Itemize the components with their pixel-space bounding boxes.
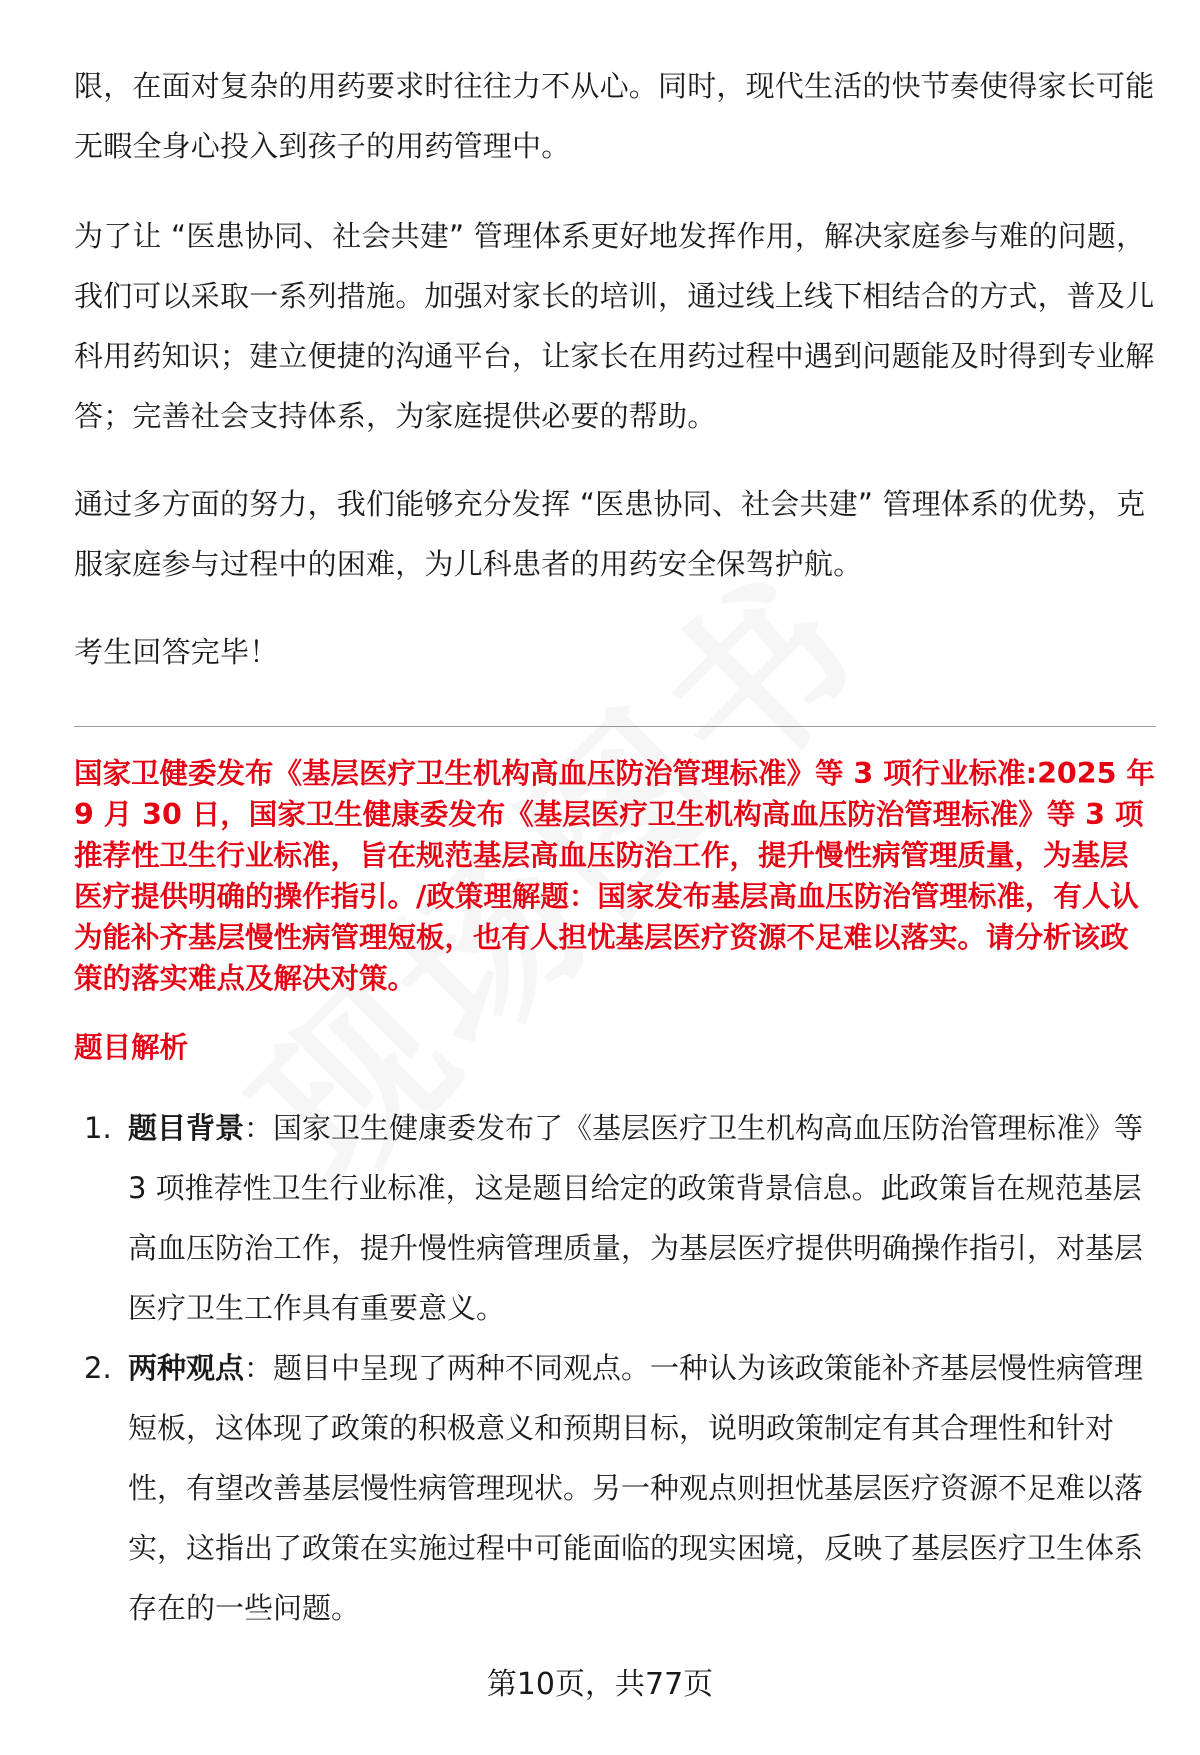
paragraph-4: 考生回答完毕！ bbox=[74, 635, 279, 669]
paragraph-3: 通过多方面的努力，我们能够充分发挥 “医患协同、社会共建” 管理体系的优势，克服家庭参与过程中的困难，为儿科患者的用药安全保驾护航。 bbox=[74, 487, 1146, 581]
analysis-item-1 bbox=[74, 1098, 1156, 1338]
paragraph-2: 为了让 “医患协同、社会共建” 管理体系更好地发挥作用，解决家庭参与难的问题，我们可以采取一系列措施。加强对家长的培训，通过线上线下相结合的方式，普及儿科用药知识；建立便捷的沟通平台，让家长在用药过程中遇到问题能及时得到专业解答；完善社会支持体系，为家庭提供必要的帮助。 bbox=[74, 219, 1155, 433]
analysis-item-2 bbox=[74, 1338, 1156, 1638]
section-title: 题目解析 bbox=[74, 1031, 189, 1064]
section-divider bbox=[74, 726, 1156, 727]
paragraph-1: 限，在面对复杂的用药要求时往往力不从心。同时，现代生活的快节奏使得家长可能无暇全身心投入到孩子的用药管理中。 bbox=[74, 69, 1155, 163]
analysis-text: ：题目中呈现了两种不同观点。一种认为该政策能补齐基层慢性病管理短板，这体现了政策的积极意义和预期目标，说明政策制定有其合理性和针对性，有望改善基层慢性病管理现状。另一种观点则担忧基层医疗资源不足难以落实，这指出了政策在实施过程中可能面临的现实困境，反映了基层医疗卫生体系存在的一些问题。 bbox=[128, 1351, 1144, 1625]
analysis-term: 两种观点 bbox=[128, 1351, 245, 1385]
question-text: 国家卫健委发布《基层医疗卫生机构高血压防治管理标准》等 3 项行业标准:2025 年 9 月 30 日，国家卫生健康委发布《基层医疗卫生机构高血压防治管理标准》等 3 项推荐性卫生行业标准，旨在规范基层高血压防治工作，提升慢性病管理质量，为基层医疗提供明确的操作指引。/政策理解题：国家发布基层高血压防治管理标准，有人认为能补齐基层慢性病管理短板，也有人担忧基层医疗资源不足难以落实。请分析该政策的落实难点及解决对策。 bbox=[74, 757, 1155, 995]
analysis-list bbox=[74, 1098, 1156, 1638]
analysis-term: 题目背景 bbox=[128, 1111, 245, 1145]
page-footer: 第10页，共77页 bbox=[486, 1667, 714, 1702]
analysis-text: ：国家卫生健康委发布了《基层医疗卫生机构高血压防治管理标准》等 3 项推荐性卫生行业标准，这是题目给定的政策背景信息。此政策旨在规范基层高血压防治工作，提升慢性病管理质量，为基层医疗提供明确操作指引，对基层医疗卫生工作具有重要意义。 bbox=[128, 1111, 1144, 1325]
list-number: 2. bbox=[84, 1351, 112, 1385]
document-page bbox=[74, 56, 1156, 1638]
list-number: 1. bbox=[84, 1111, 112, 1145]
